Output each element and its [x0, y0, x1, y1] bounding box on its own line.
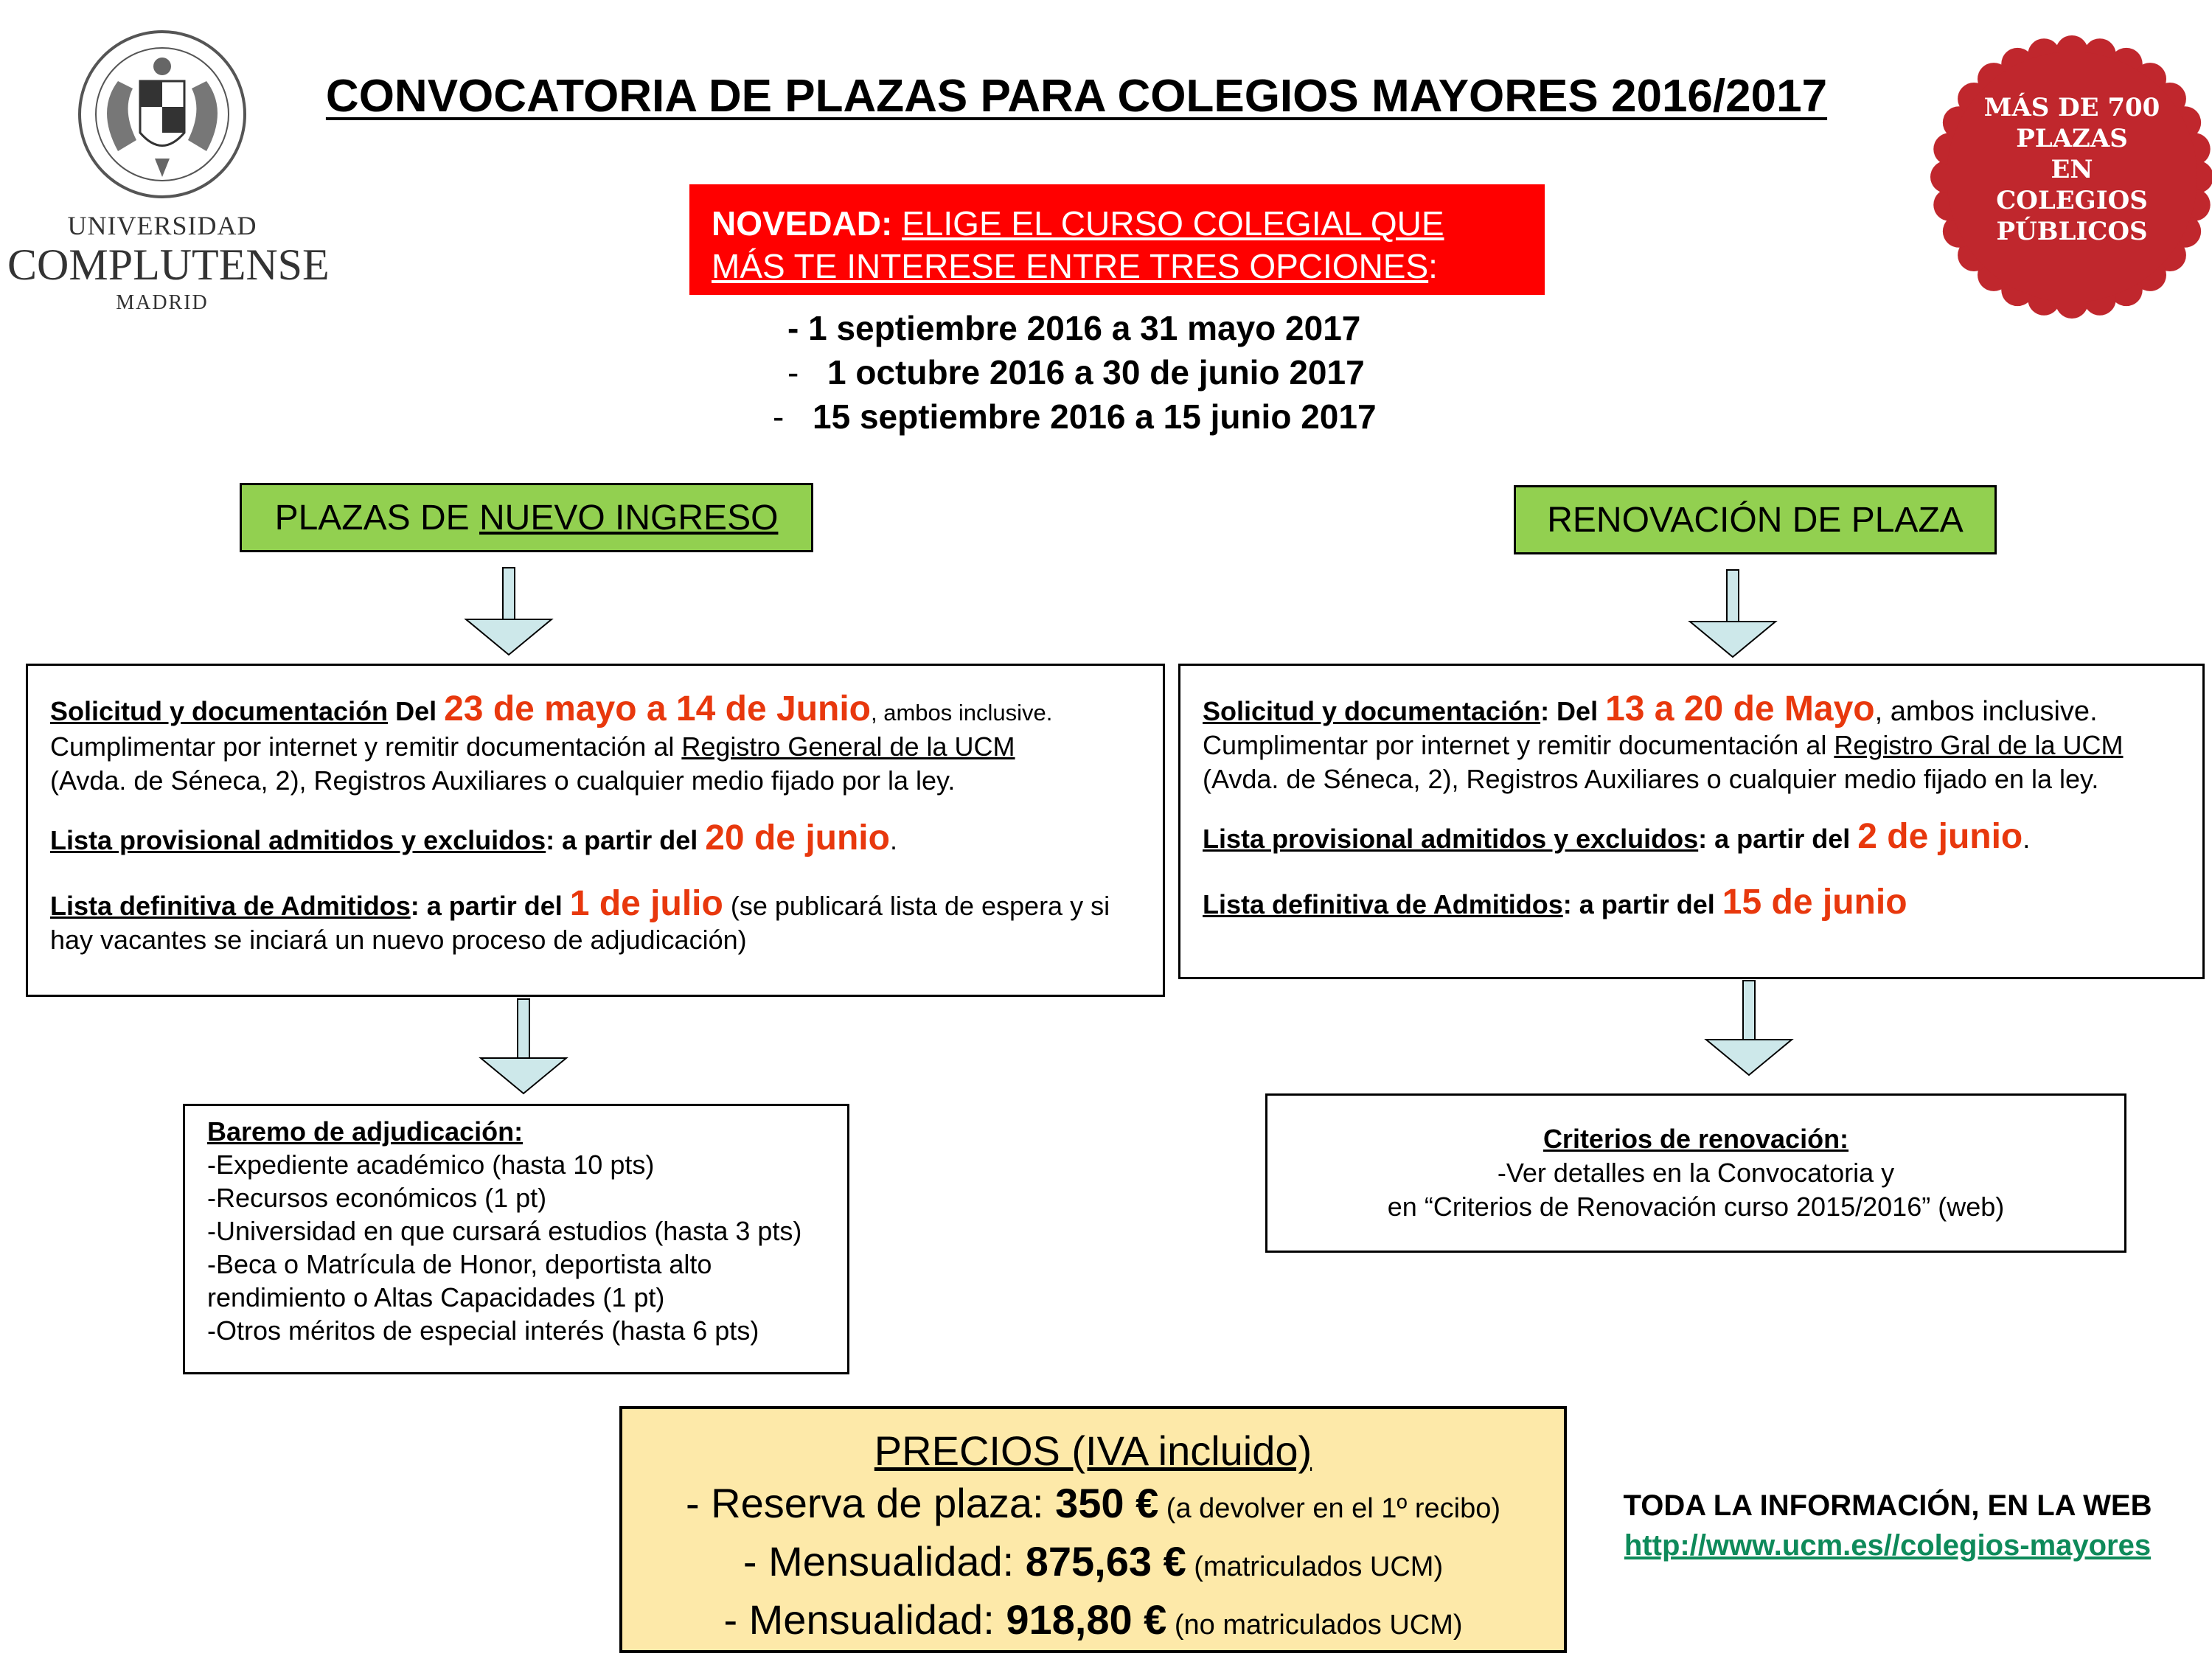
left-prov-date: 20 de junio [705, 818, 890, 858]
left-def-tail: (se publicará lista de espera y si [723, 891, 1110, 921]
precio-note: (matriculados UCM) [1186, 1551, 1444, 1582]
right-solicitud-dates: 13 a 20 de Mayo [1605, 689, 1875, 728]
right-prov-date: 2 de junio [1857, 817, 2023, 856]
right-prov-tail: . [2023, 824, 2031, 854]
precios-box [619, 1406, 1567, 1653]
option-3: 15 septiembre 2016 a 15 junio 2017 [813, 397, 1377, 436]
page-title: CONVOCATORIA DE PLAZAS PARA COLEGIOS MAYORES 2016/2017 [325, 71, 1828, 122]
renovacion-header: RENOVACIÓN DE PLAZA [1514, 485, 1997, 554]
novedad-line-1: ELIGE EL CURSO COLEGIAL QUE [902, 204, 1444, 243]
left-registro-link: Registro General de la UCM [681, 731, 1015, 762]
right-solicitud-tail: , ambos inclusive. [1874, 696, 2098, 727]
left-line2-pre: Cumplimentar por internet y remitir documentación al [50, 731, 682, 762]
right-solicitud-label: Solicitud y documentación [1203, 696, 1541, 726]
criterios-line-1: -Ver detalles en la Convocatoria y [1497, 1158, 1895, 1188]
left-prov-mid: : a partir del [546, 825, 706, 855]
left-def-label: Lista definitiva de Admitidos [50, 891, 411, 921]
seal-line-4: COLEGIOS [1996, 186, 2148, 215]
web-link[interactable]: http://www.ucm.es//colegios-mayores [1624, 1529, 2152, 1562]
baremo-item: -Expediente académico (hasta 10 pts) [207, 1150, 655, 1180]
left-solicitud-dates: 23 de mayo a 14 de Junio [444, 689, 871, 728]
seal-line-2: PLAZAS [2016, 124, 2128, 153]
baremo-box [183, 1104, 849, 1374]
right-prov-mid: : a partir del [1698, 824, 1858, 854]
baremo-title: Baremo de adjudicación: [207, 1116, 524, 1147]
right-line3: (Avda. de Séneca, 2), Registros Auxiliares o cualquier medio fijado en la ley. [1203, 764, 2099, 794]
left-def-date: 1 de julio [569, 884, 723, 923]
precio-amount: 918,80 € [1006, 1596, 1167, 1643]
baremo-item: -Universidad en que cursará estudios (hasta 3 pts) [207, 1216, 802, 1246]
right-solicitud-del: : Del [1540, 696, 1606, 726]
renovacion-details [1178, 664, 2205, 979]
left-line3: (Avda. de Séneca, 2), Registros Auxiliares o cualquier medio fijado por la ley. [50, 765, 956, 796]
logo-line-2: COMPLUTENSE [7, 240, 330, 289]
precio-row [622, 1477, 1564, 1535]
nuevo-ingreso-prefix: PLAZAS DE [274, 498, 480, 538]
seal-line-1: MÁS DE 700 [1983, 93, 2160, 122]
right-registro-link: Registro Gral de la UCM [1834, 730, 2124, 760]
option-2-dash: - [787, 353, 799, 392]
promo-seal [1928, 33, 2212, 321]
web-info [1578, 1486, 2197, 1565]
left-solicitud-del: Del [388, 696, 445, 726]
down-arrow-icon [1688, 570, 1777, 658]
precio-row [622, 1535, 1564, 1593]
right-def-mid: : a partir del [1562, 889, 1722, 919]
left-def-mid: : a partir del [410, 891, 570, 921]
right-prov-label: Lista provisional admitidos y excluidos [1203, 824, 1699, 854]
left-prov-label: Lista provisional admitidos y excluidos [50, 825, 546, 855]
novedad-colon: : [1428, 247, 1438, 285]
left-prov-tail: . [889, 825, 897, 855]
precio-label: - Reserva de plaza: [685, 1480, 1056, 1526]
web-info-text: TODA LA INFORMACIÓN, EN LA WEB [1623, 1489, 2152, 1522]
precio-amount: 875,63 € [1025, 1538, 1186, 1585]
left-def-line2: hay vacantes se inciará un nuevo proceso de adjudicación) [50, 925, 747, 955]
novedad-label: NOVEDAD: [712, 204, 893, 243]
seal-line-5: PÚBLICOS [1996, 217, 2148, 246]
criterios-box [1265, 1093, 2126, 1253]
down-arrow-icon [465, 568, 553, 656]
right-line2-pre: Cumplimentar por internet y remitir documentación al [1203, 730, 1834, 760]
left-solicitud-label: Solicitud y documentación [50, 696, 389, 726]
down-arrow-icon [479, 999, 568, 1095]
option-1: - 1 septiembre 2016 a 31 mayo 2017 [787, 309, 1361, 347]
nuevo-ingreso-underlined: NUEVO INGRESO [479, 498, 779, 538]
nuevo-ingreso-header [240, 483, 813, 552]
criterios-line-2: en “Criterios de Renovación curso 2015/2016” (web) [1387, 1192, 2005, 1222]
down-arrow-icon [1705, 981, 1793, 1077]
right-def-label: Lista definitiva de Admitidos [1203, 889, 1563, 919]
baremo-item: rendimiento o Altas Capacidades (1 pt) [207, 1282, 665, 1312]
left-solicitud-tail: , ambos inclusive. [871, 700, 1053, 726]
baremo-item: -Otros méritos de especial interés (hasta 6 pts) [207, 1315, 759, 1346]
precio-label: - Mensualidad: [723, 1596, 1006, 1643]
precio-amount: 350 € [1055, 1480, 1159, 1526]
option-2: 1 octubre 2016 a 30 de junio 2017 [827, 353, 1365, 392]
university-logo [7, 22, 330, 332]
nuevo-ingreso-details [26, 664, 1165, 997]
precio-row [622, 1593, 1564, 1652]
right-def-date: 15 de junio [1722, 883, 1907, 922]
precio-note: (no matriculados UCM) [1166, 1610, 1463, 1641]
option-3-dash: - [773, 397, 785, 436]
novedad-banner [689, 184, 1545, 295]
seal-line-3: EN [2051, 155, 2093, 184]
criterios-title: Criterios de renovación: [1543, 1124, 1849, 1154]
baremo-item: -Recursos económicos (1 pt) [207, 1183, 547, 1213]
logo-line-3: MADRID [116, 291, 209, 314]
precio-label: - Mensualidad: [742, 1538, 1026, 1585]
baremo-item: -Beca o Matrícula de Honor, deportista alto [207, 1249, 712, 1279]
novedad-line-2: MÁS TE INTERESE ENTRE TRES OPCIONES [712, 247, 1429, 285]
precio-note: (a devolver en el 1º recibo) [1158, 1493, 1501, 1524]
logo-line-1: UNIVERSIDAD [67, 211, 257, 240]
precios-title: PRECIOS (IVA incluido) [874, 1427, 1312, 1474]
